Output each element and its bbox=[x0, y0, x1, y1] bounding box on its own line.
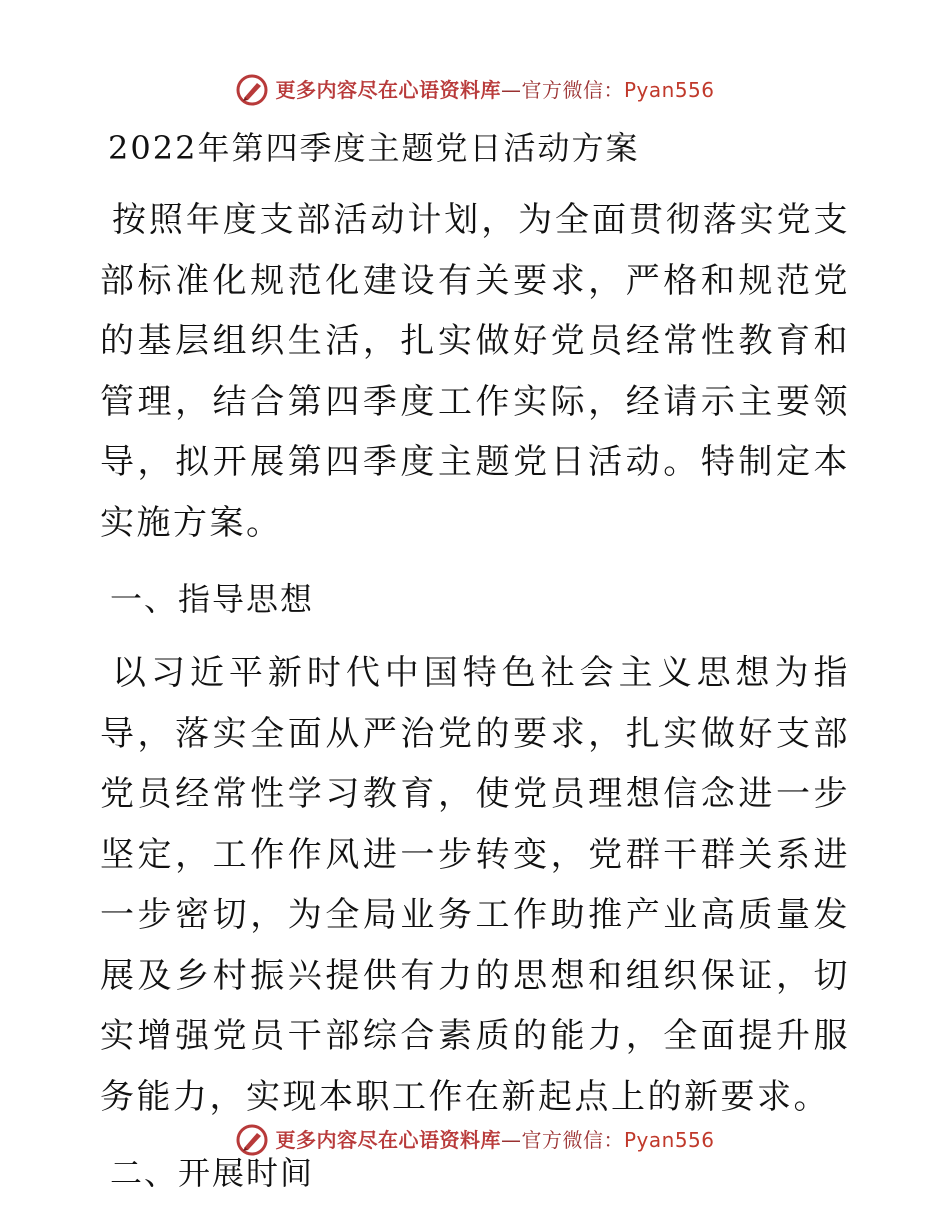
intro-paragraph: 按照年度支部活动计划，为全面贯彻落实党支部标准化规范化建设有关要求，严格和规范党的基层组织生活，扎实做好党员经常性教育和管理，结合第四季度工作实际，经请示主要领导，拟开展第四季度主题党日活动。特制定本实施方案。 bbox=[100, 200, 850, 543]
header-watermark-banner bbox=[0, 70, 950, 110]
watermark-dash: — bbox=[500, 1128, 522, 1152]
watermark-dash: — bbox=[500, 78, 522, 102]
watermark-wechat-label: 官方微信： bbox=[521, 78, 624, 102]
guiding-ideology-paragraph: 以习近平新时代中国特色社会主义思想为指导，落实全面从严治党的要求，扎实做好支部党员经常性学习教育，使党员理想信念进一步坚定，工作作风进一步转变，党群干群关系进一步密切，为全局业务工作助推产业高质量发展及乡村振兴提供有力的思想和组织保证，切实增强党员干部综合素质的能力，全面提升服务能力，实现本职工作在新起点上的新要求。 bbox=[100, 653, 850, 1117]
watermark-wechat-id: Pyan556 bbox=[623, 1128, 715, 1152]
watermark-text bbox=[275, 1130, 714, 1150]
watermark-site-name: 更多内容尽在心语资料库 bbox=[275, 78, 501, 102]
section-heading-guiding-ideology: 一、指导思想 bbox=[110, 580, 315, 618]
watermark-wechat-id: Pyan556 bbox=[623, 78, 715, 102]
document-title: 2022年第四季度主题党日活动方案 bbox=[108, 129, 640, 167]
section-heading-schedule: 二、开展时间 bbox=[110, 1154, 315, 1192]
pen-circle-logo-icon bbox=[235, 73, 269, 107]
watermark-text bbox=[275, 80, 714, 100]
document-body bbox=[100, 120, 850, 1203]
watermark-site-name: 更多内容尽在心语资料库 bbox=[275, 1128, 501, 1152]
footer-watermark-banner bbox=[0, 1120, 950, 1160]
watermark-wechat-label: 官方微信： bbox=[521, 1128, 624, 1152]
pen-circle-logo-icon bbox=[235, 1123, 269, 1157]
